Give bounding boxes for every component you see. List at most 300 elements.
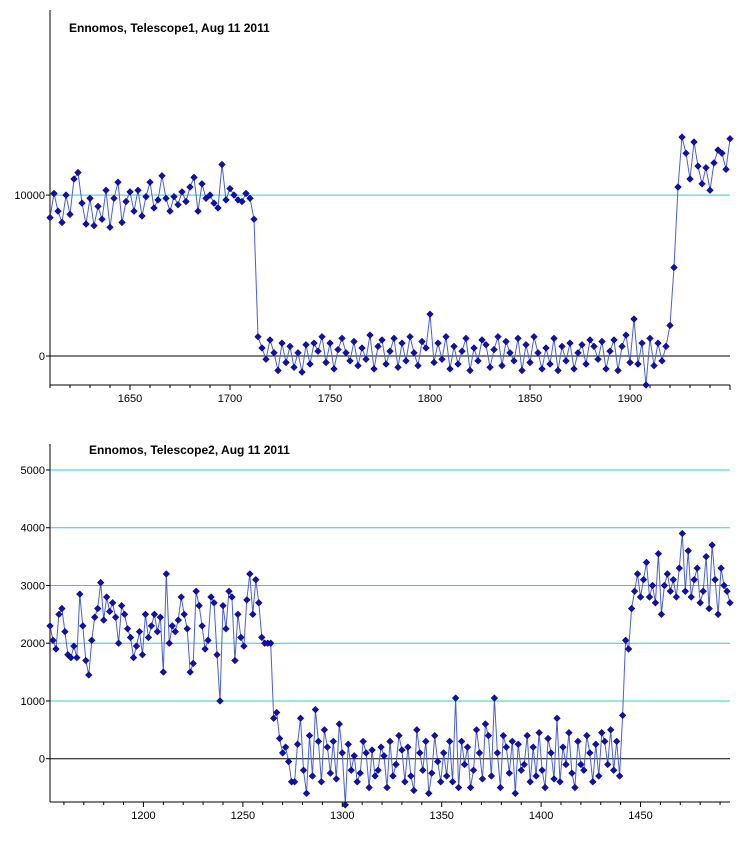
chart2-data-point: [151, 611, 158, 618]
chart1-data-point: [339, 335, 346, 342]
chart1-data-point: [495, 333, 502, 340]
chart1-data-point: [399, 340, 406, 347]
chart1-data-point: [355, 362, 362, 369]
chart2-data-point: [673, 594, 680, 601]
chart2-data-point: [121, 611, 128, 618]
chart2-data-point: [50, 637, 57, 644]
chart2-x-tick-label: 1450: [628, 810, 653, 822]
chart2-data-point: [148, 622, 155, 629]
chart1-data-point: [647, 335, 654, 342]
chart2-data-point: [237, 634, 244, 641]
chart2-data-point: [103, 594, 110, 601]
chart2-data-point: [375, 767, 382, 774]
chart1-data-point: [323, 359, 330, 366]
chart2-data-point: [193, 588, 200, 595]
chart2-data-point: [339, 750, 346, 757]
chart2-data-point: [670, 576, 677, 583]
chart2-data-point: [154, 628, 161, 635]
chart2-data-point: [142, 611, 149, 618]
chart1-data-point: [499, 362, 506, 369]
chart2-data-point: [464, 744, 471, 751]
chart2-data-point: [97, 579, 104, 586]
chart2-data-point: [249, 611, 256, 618]
chart2-x-tick-label: 1400: [528, 810, 554, 822]
chart2-data-point: [682, 588, 689, 595]
chart1-data-point: [139, 213, 146, 220]
chart1-data-point: [319, 333, 326, 340]
chart2-data-point: [518, 767, 525, 774]
chart1-data-point: [111, 195, 118, 202]
chart2-data-point: [640, 576, 647, 583]
chart1-data-point: [47, 214, 54, 221]
chart2-data-point: [572, 784, 579, 791]
chart2-data-point: [208, 594, 215, 601]
chart2-data-point: [497, 784, 504, 791]
chart2-data-point: [554, 715, 561, 722]
chart1-data-point: [279, 340, 286, 347]
chart2-data-point: [715, 611, 722, 618]
chart1-data-point: [623, 332, 630, 339]
chart2-data-point: [542, 784, 549, 791]
chart1-data-point: [143, 193, 150, 200]
chart2-data-point: [443, 773, 450, 780]
chart2-data-point: [354, 778, 361, 785]
chart2-data-point: [646, 594, 653, 601]
chart2-data-point: [62, 628, 69, 635]
chart2-data-point: [402, 778, 409, 785]
chart1-data-point: [511, 357, 518, 364]
chart1-data-point: [223, 197, 230, 204]
chart2-data-point: [393, 761, 400, 768]
chart2-data-point: [488, 773, 495, 780]
chart2-data-point: [718, 565, 725, 572]
chart1-data-point: [439, 356, 446, 363]
chart1-data-point: [135, 187, 142, 194]
chart1-data-point: [503, 338, 510, 345]
chart2-data-point: [384, 784, 391, 791]
chart2-data-point: [342, 801, 349, 808]
chart1-data-point: [107, 224, 114, 231]
chart1-data-point: [595, 356, 602, 363]
chart2-data-point: [664, 571, 671, 578]
chart2-data-point: [130, 654, 137, 661]
chart2-data-point: [533, 773, 540, 780]
chart1-data-point: [407, 333, 414, 340]
chart1-data-point: [99, 216, 106, 223]
chart2-y-tick-label: 5000: [20, 464, 45, 477]
chart1-data-point: [387, 348, 394, 355]
chart2-data-point: [494, 750, 501, 757]
chart1-data-point: [431, 359, 438, 366]
chart2-y-tick-label: 1000: [20, 695, 45, 708]
chart2-data-point: [100, 617, 107, 624]
chart1-data-point: [667, 322, 674, 329]
chart2-data-point: [521, 761, 528, 768]
chart2-data-point: [309, 773, 316, 780]
chart1-data-point: [179, 188, 186, 195]
chart2-data-point: [94, 605, 101, 612]
chart2-data-point: [658, 611, 665, 618]
chart1-x-tick-label: 1700: [217, 393, 243, 405]
chart2-data-point: [589, 778, 596, 785]
chart1-data-point: [563, 357, 570, 364]
chart2-data-point: [91, 614, 98, 621]
chart1-data-point: [87, 195, 94, 202]
chart2-data-point: [727, 599, 734, 606]
chart1-data-point: [123, 198, 130, 205]
chart1-y-tick-label: 0: [38, 351, 45, 364]
chart1-data-point: [83, 221, 90, 228]
chart1-data-point: [267, 337, 274, 344]
chart2-data-point: [691, 576, 698, 583]
chart1-data-point: [671, 264, 678, 271]
chart2-data-point: [410, 787, 417, 794]
chart2-data-point: [679, 530, 686, 537]
chart2-data-point: [234, 611, 241, 618]
chart1-data-point: [435, 340, 442, 347]
chart1-data-point: [571, 366, 578, 373]
chart1-data-point: [487, 364, 494, 371]
chart2-data-point: [613, 738, 620, 745]
chart1-data-point: [271, 349, 278, 356]
chart2-data-point: [327, 770, 334, 777]
chart1-data-point: [699, 180, 706, 187]
chart2-data-point: [255, 599, 262, 606]
chart2-data-point: [294, 741, 301, 748]
chart2-data-point: [586, 750, 593, 757]
chart1-data-point: [455, 361, 462, 368]
chart2-data-point: [351, 752, 358, 759]
chart1-data-point: [335, 346, 342, 353]
chart1-data-point: [371, 366, 378, 373]
chart2-data-point: [312, 706, 319, 713]
chart2-y-tick-label: 2000: [20, 638, 45, 651]
chart2-data-point: [258, 634, 265, 641]
chart1-data-point: [95, 203, 102, 210]
chart1-data-point: [147, 179, 154, 186]
chart2-data-point: [482, 721, 489, 728]
chart1-data-point: [703, 164, 710, 171]
chart1-data-point: [403, 357, 410, 364]
chart1-data-point: [103, 187, 110, 194]
chart2-data-point: [610, 767, 617, 774]
chart1-data-point: [535, 349, 542, 356]
chart2-data-point: [70, 643, 77, 650]
chart1-data-point: [551, 335, 558, 342]
chart2-data-point: [360, 738, 367, 745]
chart2-data-point: [592, 741, 599, 748]
chart1-data-point: [119, 219, 126, 226]
chart2-data-point: [124, 625, 131, 632]
chart2-data-point: [127, 634, 134, 641]
chart2-data-point: [574, 738, 581, 745]
chart1-data-point: [471, 345, 478, 352]
chart1-data-point: [75, 169, 82, 176]
chart2-data-point: [366, 784, 373, 791]
chart1-data-point: [675, 184, 682, 191]
chart1-data-point: [523, 341, 530, 348]
chart1-data-point: [679, 134, 686, 141]
chart2-data-point: [220, 602, 227, 609]
chart2-data-point: [634, 571, 641, 578]
chart2-data-point: [118, 602, 125, 609]
chart1-data-point: [79, 200, 86, 207]
telescope2-chart: [0, 416, 740, 848]
chart2-data-point: [419, 767, 426, 774]
telescope1-chart: [0, 0, 740, 408]
chart2-data-point: [223, 625, 230, 632]
chart2-data-point: [157, 614, 164, 621]
chart2-data-point: [232, 657, 239, 664]
chart1-data-point: [59, 219, 66, 226]
chart2-data-point: [324, 744, 331, 751]
chart2-data-point: [709, 542, 716, 549]
chart1-data-point: [491, 346, 498, 353]
chart1-data-point: [263, 356, 270, 363]
chart2-data-point: [276, 735, 283, 742]
chart1-data-point: [315, 348, 322, 355]
chart2-data-point: [661, 582, 668, 589]
chart1-data-point: [419, 338, 426, 345]
chart2-data-point: [217, 698, 224, 705]
chart1-data-point: [331, 366, 338, 373]
chart2-data-point: [369, 747, 376, 754]
chart1-data-point: [159, 172, 166, 179]
chart1-data-point: [199, 180, 206, 187]
chart1-data-point: [115, 179, 122, 186]
chart1-data-point: [195, 208, 202, 215]
chart2-data-point: [270, 715, 277, 722]
chart2-data-point: [172, 628, 179, 635]
chart1-data-point: [507, 349, 514, 356]
chart2-data-point: [631, 588, 638, 595]
chart2-data-point: [214, 651, 221, 658]
chart1-data-point: [183, 198, 190, 205]
chart1-data-point: [631, 316, 638, 323]
chart2-data-point: [601, 738, 608, 745]
chart1-data-point: [363, 356, 370, 363]
chart2-data-point: [706, 605, 713, 612]
chart2-data-point: [524, 732, 531, 739]
chart2-data-point: [187, 669, 194, 676]
chart2-data-point: [643, 559, 650, 566]
chart2-data-point: [56, 611, 63, 618]
chart1-data-point: [303, 341, 310, 348]
chart2-data-point: [53, 646, 60, 653]
chart1-title: Ennomos, Telescope1, Aug 11 2011: [69, 21, 270, 35]
chart1-data-point: [515, 335, 522, 342]
chart2-data-point: [539, 767, 546, 774]
chart2-data-point: [181, 611, 188, 618]
chart2-x-tick-label: 1350: [429, 810, 454, 822]
chart2-data-point: [697, 599, 704, 606]
chart1-data-point: [727, 135, 734, 142]
chart2-data-point: [190, 660, 197, 667]
chart2-data-point: [476, 750, 483, 757]
chart1-data-point: [163, 195, 170, 202]
chart1-data-point: [295, 349, 302, 356]
chart2-data-point: [297, 715, 304, 722]
chart1-data-point: [451, 343, 458, 350]
chart1-data-point: [695, 163, 702, 170]
chart1-data-point: [651, 362, 658, 369]
chart1-data-point: [579, 341, 586, 348]
chart1-data-point: [599, 338, 606, 345]
chart2-data-point: [688, 594, 695, 601]
chart2-data-point: [527, 778, 534, 785]
chart1-x-tick-label: 1850: [517, 393, 543, 405]
chart2-data-point: [136, 628, 143, 635]
chart1-data-point: [51, 190, 58, 197]
chart2-data-point: [724, 588, 731, 595]
chart1-x-tick-label: 1650: [117, 393, 143, 405]
chart2-data-point: [560, 744, 567, 751]
chart1-data-point: [395, 364, 402, 371]
chart2-data-point: [175, 617, 182, 624]
chart2-data-point: [637, 594, 644, 601]
chart1-data-point: [187, 184, 194, 191]
chart1-data-point: [383, 361, 390, 368]
chart2-data-point: [440, 750, 447, 757]
chart2-data-point: [184, 625, 191, 632]
chart1-data-point: [539, 366, 546, 373]
chart2-data-point: [721, 582, 728, 589]
chart2-data-point: [458, 738, 465, 745]
chart1-data-point: [659, 357, 666, 364]
chart1-data-point: [443, 333, 450, 340]
chart1-data-point: [627, 359, 634, 366]
chart1-data-point: [351, 338, 358, 345]
chart1-data-point: [519, 367, 526, 374]
chart2-data-point: [315, 738, 322, 745]
chart1-data-point: [427, 311, 434, 318]
chart2-data-point: [306, 732, 313, 739]
chart2-data-point: [333, 776, 340, 783]
chart2-data-point: [557, 778, 564, 785]
chart1-data-point: [255, 333, 262, 340]
chart1-data-point: [527, 359, 534, 366]
chart1-data-point: [55, 208, 62, 215]
chart2-data-point: [199, 622, 206, 629]
chart1-data-point: [547, 361, 554, 368]
chart2-data-point: [667, 588, 674, 595]
chart2-data-point: [515, 741, 522, 748]
chart2-data-point: [279, 750, 286, 757]
chart1-data-point: [655, 340, 662, 347]
chart2-data-point: [437, 778, 444, 785]
chart2-data-point: [345, 741, 352, 748]
chart1-data-point: [447, 366, 454, 373]
chart2-data-point: [577, 761, 584, 768]
chart1-data-point: [63, 192, 70, 199]
chart2-data-point: [139, 651, 146, 658]
chart1-data-point: [567, 340, 574, 347]
chart2-data-point: [47, 622, 54, 629]
chart1-data-point: [575, 349, 582, 356]
chart2-data-point: [569, 770, 576, 777]
chart2-data-point: [500, 732, 507, 739]
chart1-x-tick-label: 1900: [617, 393, 643, 405]
chart2-data-point: [240, 643, 247, 650]
chart2-data-point: [503, 744, 510, 751]
chart2-data-point: [548, 750, 555, 757]
chart1-data-point: [611, 337, 618, 344]
chart2-data-point: [404, 744, 411, 751]
chart2-data-point: [566, 729, 573, 736]
chart1-data-point: [711, 159, 718, 166]
chart1-data-point: [619, 343, 626, 350]
chart1-data-point: [415, 362, 422, 369]
chart2-data-point: [530, 744, 537, 751]
chart2-data-point: [461, 761, 468, 768]
chart1-data-point: [227, 185, 234, 192]
chart2-data-point: [598, 729, 605, 736]
chart2-data-point: [73, 654, 80, 661]
chart2-data-point: [416, 750, 423, 757]
chart1-data-point: [683, 150, 690, 157]
chart2-data-point: [115, 640, 122, 647]
chart1-data-point: [591, 343, 598, 350]
chart1-data-point: [259, 345, 266, 352]
chart2-series-line: [50, 534, 730, 805]
chart2-data-point: [205, 637, 212, 644]
chart2-data-point: [551, 776, 558, 783]
chart2-data-point: [390, 773, 397, 780]
chart2-data-point: [246, 571, 253, 578]
chart1-data-point: [327, 340, 334, 347]
chart2-data-point: [428, 770, 435, 777]
chart2-data-point: [583, 732, 590, 739]
chart1-data-point: [67, 211, 74, 218]
chart1-data-point: [347, 357, 354, 364]
chart2-data-point: [85, 672, 92, 679]
chart1-data-point: [723, 166, 730, 173]
chart2-data-point: [79, 622, 86, 629]
chart2-data-point: [285, 758, 292, 765]
chart1-data-point: [131, 208, 138, 215]
chart2-data-point: [348, 767, 355, 774]
chart2-data-point: [300, 767, 307, 774]
chart1-data-point: [359, 345, 366, 352]
chart1-data-point: [467, 367, 474, 374]
chart2-data-point: [145, 634, 152, 641]
chart2-data-point: [625, 646, 632, 653]
chart1-data-point: [691, 139, 698, 146]
chart2-x-tick-label: 1300: [330, 810, 355, 822]
chart2-data-point: [700, 588, 707, 595]
chart1-y-tick-label: 10000: [14, 190, 45, 203]
chart2-data-point: [59, 605, 66, 612]
chart2-data-point: [491, 695, 498, 702]
chart1-data-point: [219, 161, 226, 168]
chart2-data-point: [273, 709, 280, 716]
chart2-data-point: [76, 591, 83, 598]
chart1-data-point: [583, 361, 590, 368]
chart2-data-point: [226, 588, 233, 595]
chart2-x-tick-label: 1250: [230, 810, 256, 822]
chart2-data-point: [112, 614, 119, 621]
chart1-data-point: [275, 367, 282, 374]
chart2-data-point: [536, 729, 543, 736]
chart1-data-point: [343, 349, 350, 356]
chart2-data-point: [649, 582, 656, 589]
chart1-data-point: [367, 332, 374, 339]
chart1-data-point: [559, 343, 566, 350]
chart1-data-point: [311, 340, 318, 347]
chart2-data-point: [413, 726, 420, 733]
chart2-data-point: [563, 761, 570, 768]
chart2-data-point: [694, 565, 701, 572]
